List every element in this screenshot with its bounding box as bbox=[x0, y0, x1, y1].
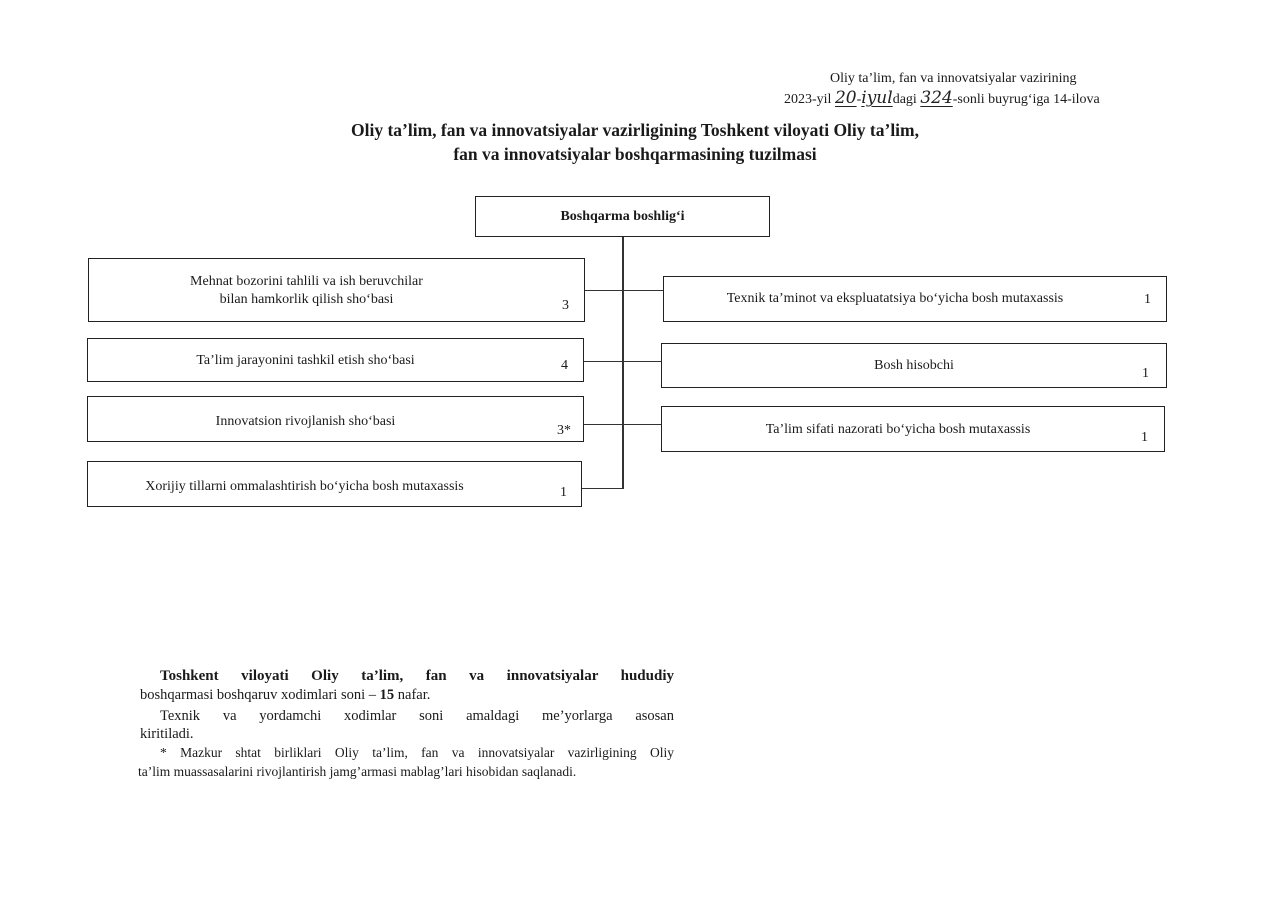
org-box-foreign-languages bbox=[87, 461, 582, 507]
order-day-handwritten: 20 bbox=[834, 88, 857, 108]
connector-row2 bbox=[583, 361, 662, 362]
note-staff-count-value: 15 bbox=[379, 687, 395, 703]
org-box-chief-accountant-count: 1 bbox=[1142, 366, 1149, 381]
org-box-head bbox=[475, 196, 770, 237]
note-footnote-line1: * Mazkur shtat birliklari Oliy ta’lim, fan va innovatsiyalar vazirligining Oliy bbox=[160, 745, 674, 760]
order-suffix: -sonli buyrug‘iga 14-ilova bbox=[952, 92, 1100, 107]
connector-row1 bbox=[585, 290, 663, 291]
order-dagi: dagi bbox=[892, 92, 917, 107]
org-box-innovation-label: Innovatsion rivojlanish sho‘basi bbox=[215, 414, 396, 429]
org-box-quality-control bbox=[661, 406, 1165, 452]
note-regional-administration: Toshkent viloyati Oliy ta’lim, fan va innovatsiyalar hududiy bbox=[160, 668, 674, 684]
org-box-technical-support bbox=[663, 276, 1167, 322]
org-box-technical-support-label: Texnik ta’minot va ekspluatatsiya bo‘yicha bosh mutaxassis bbox=[726, 291, 1064, 306]
document-title-line1: Oliy ta’lim, fan va innovatsiyalar vazirligining Toshkent viloyati Oliy ta’lim, bbox=[351, 120, 919, 140]
order-dash: - bbox=[856, 92, 862, 107]
trunk-connector-line bbox=[622, 236, 624, 489]
org-box-chief-accountant-label: Bosh hisobchi bbox=[874, 358, 954, 373]
document-title-line2: fan va innovatsiyalar boshqarmasining tuzilmasi bbox=[453, 144, 817, 164]
org-box-education-process-label: Ta’lim jarayonini tashkil etish sho‘basi bbox=[196, 353, 415, 368]
org-box-labor-market-label1: Mehnat bozorini tahlili va ish beruvchilar bbox=[190, 274, 423, 289]
org-box-head-label: Boshqarma boshlig‘i bbox=[560, 209, 685, 224]
org-box-education-process bbox=[87, 338, 584, 382]
org-box-quality-control-count: 1 bbox=[1141, 430, 1148, 445]
note-staff-count-unit: nafar. bbox=[397, 687, 431, 703]
org-box-innovation bbox=[87, 396, 584, 442]
appendix-order-line bbox=[784, 88, 1100, 108]
note-technical-staff-line2: kiritiladi. bbox=[140, 726, 194, 742]
appendix-ministry-line: Oliy ta’lim, fan va innovatsiyalar vazirining bbox=[830, 71, 1077, 86]
connector-row4 bbox=[581, 488, 623, 489]
org-box-innovation-count: 3* bbox=[557, 423, 571, 438]
org-box-quality-control-label: Ta’lim sifati nazorati bo‘yicha bosh mutaxassis bbox=[765, 422, 1031, 437]
org-box-foreign-languages-count: 1 bbox=[560, 485, 567, 500]
order-number-handwritten: 324 bbox=[920, 88, 953, 108]
org-box-labor-market-count: 3 bbox=[562, 298, 569, 313]
org-box-education-process-count: 4 bbox=[561, 358, 568, 373]
note-footnote-line2: ta’lim muassasalarini rivojlantirish jamg’armasi mablag’lari hisobidan saqlanadi. bbox=[138, 764, 577, 779]
org-box-chief-accountant bbox=[661, 343, 1167, 388]
org-box-technical-support-count: 1 bbox=[1144, 292, 1151, 307]
order-year: 2023-yil bbox=[784, 92, 832, 107]
order-month-handwritten: iyul bbox=[861, 88, 893, 108]
org-box-labor-market bbox=[88, 258, 585, 322]
note-staff-count-text: boshqarmasi boshqaruv xodimlari soni – bbox=[140, 687, 377, 703]
connector-row3 bbox=[583, 424, 662, 425]
org-box-foreign-languages-label: Xorijiy tillarni ommalashtirish bo‘yicha bosh mutaxassis bbox=[145, 479, 464, 494]
note-technical-staff-line1: Texnik va yordamchi xodimlar soni amaldagi me’yorlarga asosan bbox=[160, 708, 674, 724]
org-box-labor-market-label2: bilan hamkorlik qilish sho‘basi bbox=[219, 292, 394, 307]
note-staff-count bbox=[140, 686, 430, 704]
